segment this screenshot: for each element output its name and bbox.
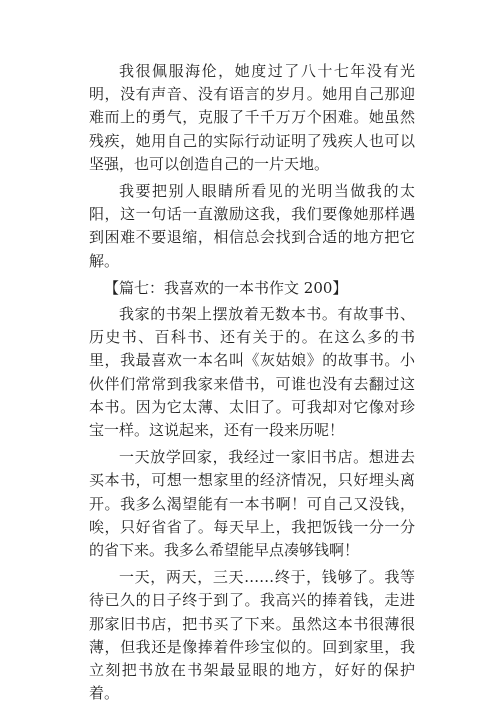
paragraph-helen-admiration: 我很佩服海伦，她度过了八十七年没有光明，没有声音、没有语言的岁月。她用自己那迎难而上的勇气，克服了千千万万个困难。她虽然残疾，她用自己的实际行动证明了残疾人也可以坚强，也可以创造自己的一片天地。	[89, 62, 415, 173]
paragraph-used-bookstore: 一天放学回家，我经过一家旧书店。想进去买本书，可想一想家里的经济情况，只好埋头离开。我多么渴望能有一本书啊！可自己又没钱，唉，只好省省了。每天早上，我把饭钱一分一分的省下来。我多么希望能早点凑够钱啊！	[89, 448, 415, 560]
document-body	[89, 60, 415, 709]
section-heading: 【篇七：我喜欢的一本书作文 200】	[104, 278, 348, 297]
paragraph-buying-the-book: 一天，两天，三天……终于，钱够了。我等待已久的日子终于到了。我高兴的捧着钱，走进那家旧书店，把书买了下来。虽然这本书很薄很薄，但我还是像捧着件珍宝似的。回到家里，我立刻把书放在书架最显眼的地方，好好的保护着。	[89, 568, 415, 703]
paragraph-light-as-sun: 我要把别人眼睛所看见的光明当做我的太阳，这一句话一直激励这我，我们要像她那样遇到困难不要退缩，相信总会找到合适的地方把它解。	[89, 182, 415, 270]
paragraph-bookshelf: 我家的书架上摆放着无数本书。有故事书、历史书、百科书、还有关于的。在这么多的书里，我最喜欢一本名叫《灰姑娘》的故事书。小伙伴们常常到我家来借书，可谁也没有去翻过这本书。因为它太薄、太旧了。可我却对它像对珍宝一样。这说起来，还有一段来历呢！	[89, 305, 415, 440]
